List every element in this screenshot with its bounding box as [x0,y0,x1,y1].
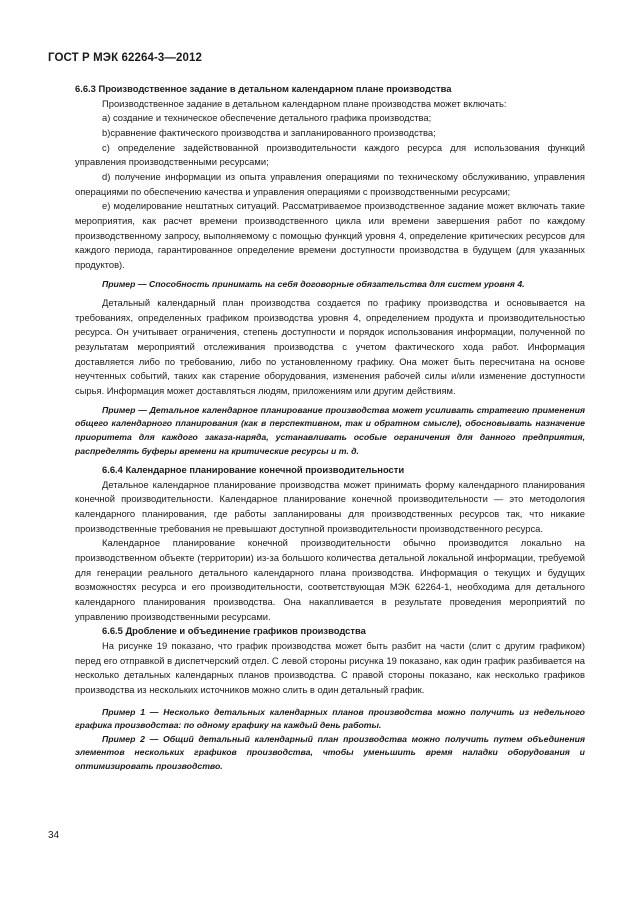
page-number: 34 [48,830,60,841]
example-note: Пример 2 — Общий детальный календарный план производства можно получить путем объединения элементов нескольких графиков производства, чтобы уменьшить время наладки оборудования и оптимизировать производство. [75,733,585,771]
example-note: Пример — Детальное календарное планирование производства может усиливать стратегию применения общего календарного планирования (как в перспективном, так и обратном смысле), обосновывать назначение приоритета для каждого заказа-наряда, устанавливать особые ограничения для данного предприятия, распределять буферы времени на критические ресурсы и т. д. [75,404,585,456]
section-heading-6-6-3: 6.6.3 Производственное задание в детальном календарном плане производства [75,83,452,94]
list-item-a: а) создание и техническое обеспечение детального графика производства; [102,112,432,124]
list-item-b: b)сравнение фактического производства и запланированного производства; [102,126,436,138]
list-item-c: с) определение задействованной производительности каждого ресурса для использования функций управления производственными ресурсами; [75,141,585,168]
example-note: Пример 1 — Несколько детальных календарных планов производства можно получить из недельного графика производства: по одному графику на каждый день работы. [75,706,585,731]
paragraph-intro: Производственное задание в детальном календарном плане производства может включать: [102,97,507,109]
paragraph: На рисунке 19 показано, что график производства может быть разбит на части (слит с другим графиком) перед его отправкой в диспетчерский отдел. С левой стороны рисунка 19 показано, как один график разбивается на несколько детальных календарных планов производства. С правой стороны показано, как несколько графиков производства из нескольких источников можно слить в один детальный график. [75,639,585,695]
paragraph: Детальное календарное планирование производства может принимать форму календарного планирования конечной производительности. Календарное планирование конечной производительности — это методология календарного планирования, где работы запланированы для производственных ресурсов так, что никакие производственные требования не превышают доступной производительности производственного ресурса. [75,478,585,534]
list-item-e: е) моделирование нештатных ситуаций. Рассматриваемое производственное задание может включать такие мероприятия, как расчет времени производственного цикла или времени завершения работ по каждому производственному запросу, выполняемому с помощью функций уровня 4, определение критических ресурсов для каждого периода, гарантированное определение времени доступности производства в будущем (для указанных продуктов). [75,200,585,270]
example-note: Пример — Способность принимать на себя договорные обязательства для систем уровня 4. [102,278,525,289]
page-content [75,82,585,774]
list-item-d: d) получение информации из опыта управления операциями по техническому обслуживанию, управления операциями по обеспечению качества и управления операциями с производственными ресурсами; [75,170,585,197]
document-header: ГОСТ Р МЭК 62264-3—2012 [48,52,202,64]
paragraph: Детальный календарный план производства создается по графику производства и основывается на требованиях, определенных графиком производства уровня 4, определением продукта и производительностью ресурса. Он учитывает ограничения, степень доступности и порядок использования информации, полученной по результатам мероприятий отслеживания производства с учетом фактического хода работ. Информация доставляется либо по требованию, либо по установленному графику. Она может быть пересчитана на основе неучтенных событий, таких как старение оборудования, изменения рабочей силы и/или изменение доступности сырья. Информация может доставляться людям, приложениям или другим действиям. [75,297,585,397]
paragraph: Календарное планирование конечной производительности обычно производится локально на производственном объекте (территории) из-за большого количества детальной локальной информации, требуемой для генерации реального детального календарного плана производства. Информация о текущих и будущих возможностях ресурса и его производительности, соответствующая МЭК 62264-1, необходима для детального календарного планирования производства. Она накапливается в результате проведения мероприятий по управлению производственными ресурсами. [75,537,585,622]
section-heading-6-6-5: 6.6.5 Дробление и объединение графиков производства [102,625,366,637]
section-heading-6-6-4: 6.6.4 Календарное планирование конечной производительности [102,464,405,476]
